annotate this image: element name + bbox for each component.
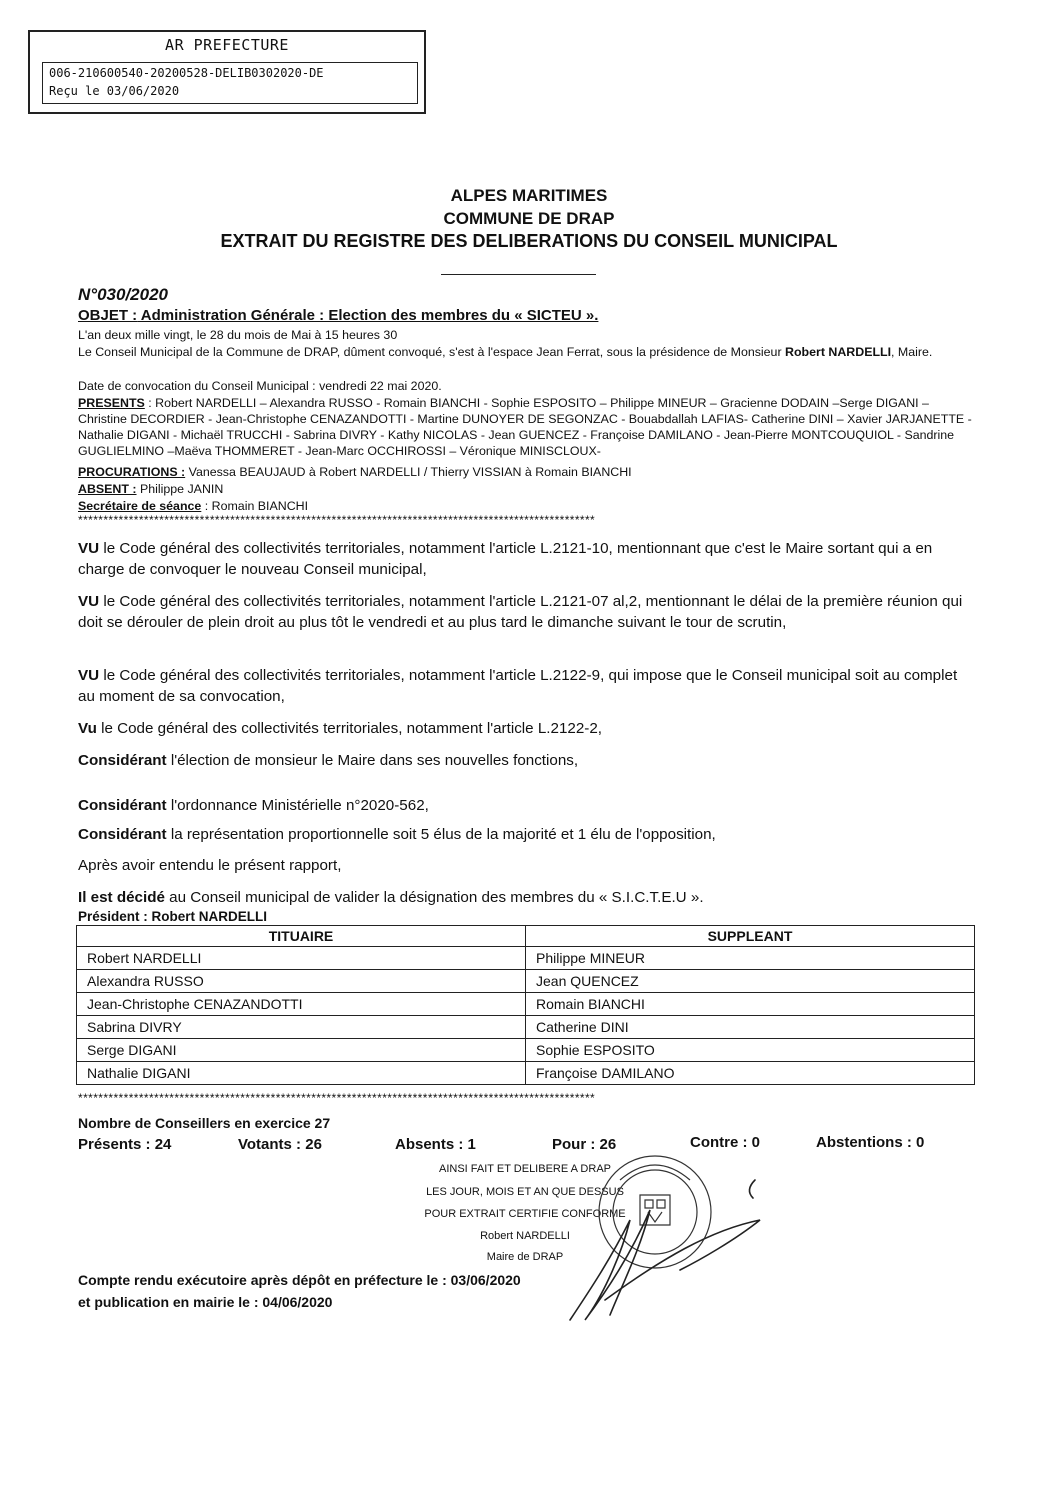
conseillers-en-exercice: Nombre de Conseillers en exercice 27 (78, 1115, 331, 1131)
paragraph-text: l'élection de monsieur le Maire dans ses nouvelles fonctions, (166, 752, 579, 769)
absent-label: ABSENT : (78, 482, 137, 496)
absent-block (78, 481, 978, 497)
prefecture-stamp (28, 30, 426, 114)
mairie-seal-icon (599, 1156, 711, 1268)
secretaire-label: Secrétaire de séance (78, 499, 202, 513)
count-abstentions: Abstentions : 0 (816, 1134, 925, 1151)
paragraph-text: le Code général des collectivités territoriales, notamment l'article L.2122-9, qui impose que le Conseil municipal soit au complet au moment de sa convocation, (78, 667, 958, 705)
intro-date: L'an deux mille vingt, le 28 du mois de Mai à 15 heures 30 (78, 328, 398, 342)
objet-text: Administration Générale : Election des membres du « SICTEU ». (137, 307, 599, 324)
titulaire-cell: Jean-Christophe CENAZANDOTTI (77, 993, 526, 1016)
paragraph-vu-4 (78, 718, 973, 739)
suppleant-cell: Sophie ESPOSITO (526, 1039, 975, 1062)
signature-mayor-title: Maire de DRAP (486, 1251, 564, 1263)
paragraph-vu-1 (78, 538, 973, 580)
separator-stars: ****************************************************************************************************** (78, 513, 596, 527)
paragraph-lead: VU (78, 667, 100, 684)
presents-label: PRESENTS (78, 396, 145, 410)
paragraph-text: le Code général des collectivités territoriales, notamment l'article L.2122-2, (96, 720, 603, 737)
paragraph-text: la représentation proportionnelle soit 5 élus de la majorité et 1 élu de l'opposition, (166, 826, 716, 843)
procurations-text: Vanessa BEAUJAUD à Robert NARDELLI / Thierry VISSIAN à Romain BIANCHI (185, 465, 632, 479)
table-row (77, 1039, 975, 1062)
absent-text: Philippe JANIN (136, 482, 224, 496)
stamp-reference: 006-210600540-20200528-DELIB0302020-DE (49, 66, 324, 80)
table-row (77, 993, 975, 1016)
titulaire-cell: Alexandra RUSSO (77, 970, 526, 993)
department-heading: ALPES MARITIMES (450, 186, 608, 205)
titulaire-cell: Sabrina DIVRY (77, 1016, 526, 1039)
paragraph-vu-3 (78, 665, 973, 707)
intro-president-name: Robert NARDELLI (785, 345, 892, 359)
stamp-inner-box (42, 62, 418, 104)
members-table (76, 925, 975, 1085)
suppleant-cell: Philippe MINEUR (526, 947, 975, 970)
signature-mayor-name: Robert NARDELLI (480, 1230, 570, 1242)
mairie-seal-and-signature (560, 1150, 820, 1330)
titulaire-cell: Nathalie DIGANI (77, 1062, 526, 1085)
footer-publication-date: et publication en mairie le : 04/06/2020 (78, 1294, 333, 1310)
register-heading: EXTRAIT DU REGISTRE DES DELIBERATIONS DU CONSEIL MUNICIPAL (220, 231, 838, 251)
paragraph-text: le Code général des collectivités territoriales, notamment l'article L.2121-07 al,2, mentionnant le délai de la première réunion qui doit se dérouler de plein droit au plus tôt le vendredi et au plus tard le dimanche suivant le tour de scrutin, (78, 593, 963, 631)
paragraph-text: au Conseil municipal de valider la désignation des membres du « S.I.C.T.E.U ». (164, 889, 704, 906)
count-absents: Absents : 1 (395, 1136, 476, 1153)
table-row (77, 1016, 975, 1039)
paragraph-text: l'ordonnance Ministérielle n°2020-562, (166, 797, 429, 814)
signature-line-2: LES JOUR, MOIS ET AN QUE DESSUS (426, 1186, 624, 1198)
presents-list: : Robert NARDELLI – Alexandra RUSSO - Romain BIANCHI - Sophie ESPOSITO – Philippe MINEUR – Gracienne DODAIN –Serge DIGANI – Christine DECORDIER - Jean-Christophe CENAZANDOTTI - Martine DUNOYER DE SEGONZAC - Bouabdallah LAFIAS- Catherine DINI – Xavier JARJANETTE - Nathalie DIGANI - Michaël TRUCCHI - Sabrina DIVRY - Kathy NICOLAS - Jean GUENCEZ - Françoise DAMILANO - Jean-Pierre MONTCOUQUIOL - Sandrine GUGLIELMINO –Maëva THOMMERET - Jean-Marc OCCHIROSSI – Véronique MINISCLOUX- (78, 396, 972, 458)
deliberation-number: N°030/2020 (78, 285, 168, 304)
paragraph-lead: VU (78, 540, 100, 557)
paragraph-lead: Il est décidé (78, 889, 165, 906)
procurations-label: PROCURATIONS : (78, 465, 186, 479)
paragraph-considerant-2 (78, 795, 973, 816)
suppleant-cell: Jean QUENCEZ (526, 970, 975, 993)
paragraph-lead: Considérant (78, 826, 167, 843)
paragraph-vu-2 (78, 591, 973, 633)
paragraph-rapport: Après avoir entendu le présent rapport, (78, 857, 342, 874)
stamp-received-date: Reçu le 03/06/2020 (49, 84, 180, 98)
titulaire-cell: Robert NARDELLI (77, 947, 526, 970)
table-row (77, 970, 975, 993)
commune-heading: COMMUNE DE DRAP (443, 209, 615, 228)
count-pour: Pour : 26 (552, 1136, 617, 1153)
paragraph-considerant-1 (78, 750, 973, 771)
secretaire-block (78, 498, 978, 514)
count-presents: Présents : 24 (78, 1136, 172, 1153)
procurations-block (78, 464, 978, 480)
stamp-title: AR PREFECTURE (165, 36, 289, 54)
footer-prefecture-date: Compte rendu exécutoire après dépôt en préfecture le : 03/06/2020 (78, 1272, 521, 1288)
separator-stars-bottom: ****************************************************************************************************** (78, 1091, 596, 1105)
paragraph-lead: Vu (78, 720, 97, 737)
paragraph-lead: VU (78, 593, 100, 610)
suppleant-cell: Catherine DINI (526, 1016, 975, 1039)
column-header-titulaire: TITUAIRE (77, 926, 526, 947)
paragraph-lead: Considérant (78, 797, 167, 814)
column-header-suppleant: SUPPLEANT (526, 926, 975, 947)
objet-line (78, 307, 598, 324)
intro-president-title: , Maire. (891, 345, 933, 359)
signature-line-1: AINSI FAIT ET DELIBERE A DRAP (439, 1163, 611, 1175)
intro-convocation-date: Date de convocation du Conseil Municipal : vendredi 22 mai 2020. (78, 379, 442, 393)
titulaire-cell: Serge DIGANI (77, 1039, 526, 1062)
signature-line-3: POUR EXTRAIT CERTIFIE CONFORME (424, 1208, 626, 1220)
paragraph-lead: Considérant (78, 752, 167, 769)
president-line: Président : Robert NARDELLI (78, 909, 268, 924)
paragraph-considerant-3 (78, 824, 973, 845)
count-contre: Contre : 0 (690, 1134, 761, 1151)
paragraph-text: le Code général des collectivités territoriales, notamment l'article L.2121-10, mentionnant que c'est le Maire sortant qui a en charge de convoquer le nouveau Conseil municipal, (78, 540, 933, 578)
suppleant-cell: Françoise DAMILANO (526, 1062, 975, 1085)
suppleant-cell: Romain BIANCHI (526, 993, 975, 1016)
secretaire-text: : Romain BIANCHI (201, 499, 309, 513)
table-row (77, 947, 975, 970)
table-row (77, 1062, 975, 1085)
header-rule (441, 274, 596, 275)
paragraph-decision (78, 887, 973, 908)
table-header-row (77, 926, 975, 947)
intro-convocation-text: Le Conseil Municipal de la Commune de DRAP, dûment convoqué, s'est à l'espace Jean Ferrat, sous la présidence de Monsieur (78, 345, 786, 359)
objet-label: OBJET : (78, 307, 138, 324)
count-votants: Votants : 26 (238, 1136, 322, 1153)
intro-convocation (78, 344, 978, 360)
presents-block (78, 395, 978, 459)
